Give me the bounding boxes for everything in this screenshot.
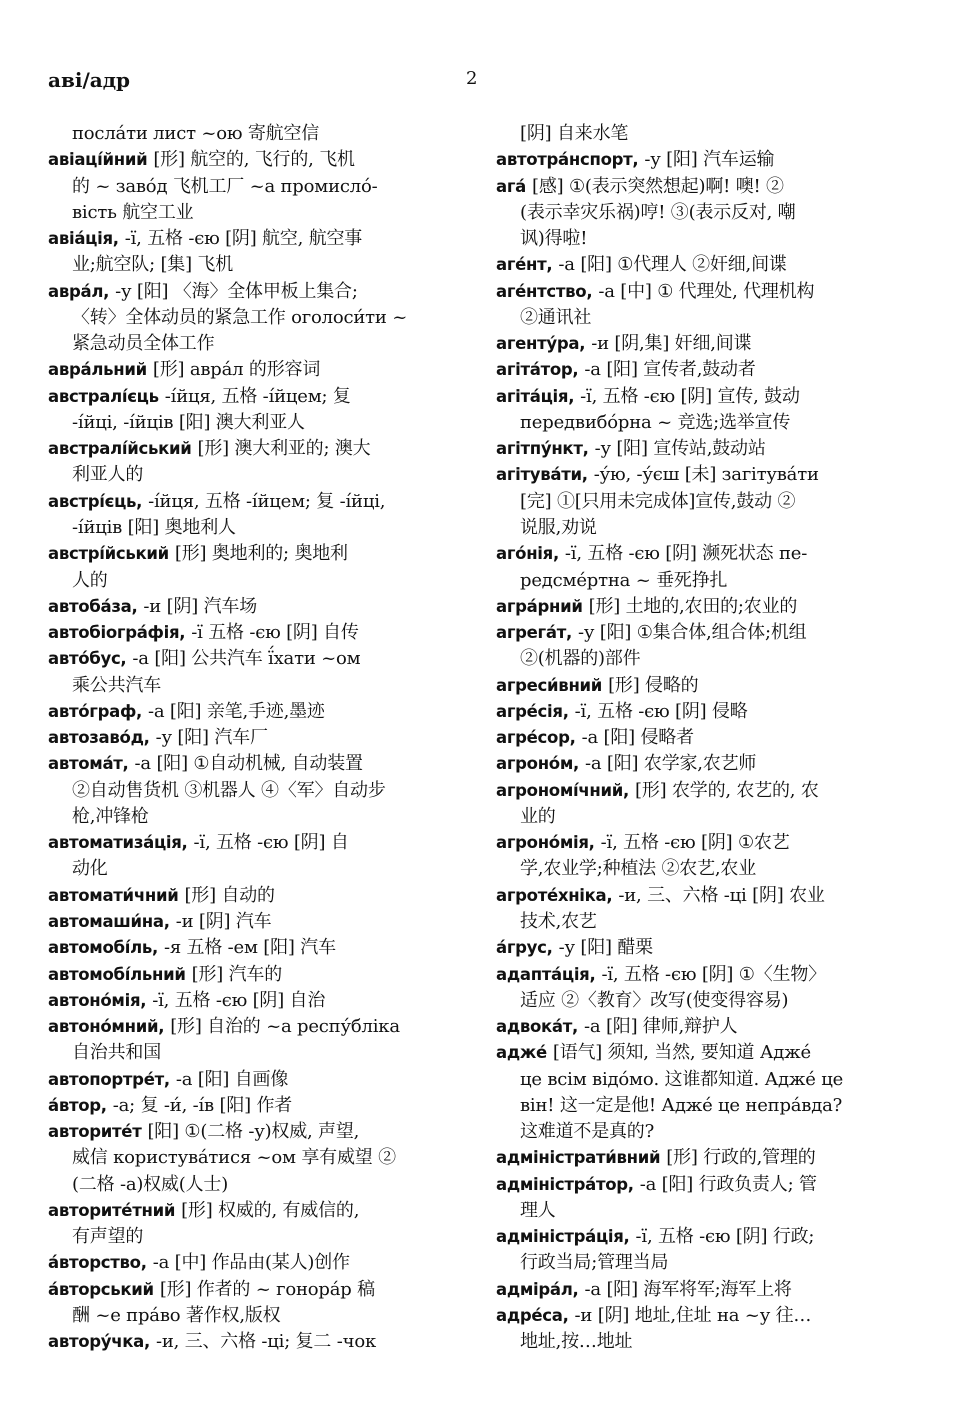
headword: адміра́л, xyxy=(496,1279,579,1299)
definition-text: -ї 五格 -єю [阴] 自传 xyxy=(191,622,359,644)
definition-text: -а [阳] 行政负责人; 管 xyxy=(639,1173,817,1195)
entry-line xyxy=(48,751,460,777)
headword: австрі́йський xyxy=(48,544,169,564)
continuation-line xyxy=(496,1329,908,1355)
definition-text: -у [阳] 汽车厂 xyxy=(155,727,268,749)
headword: автоно́мія, xyxy=(48,990,147,1010)
definition-text: [完] ①[只用未完成体]宣传,鼓动 ② xyxy=(520,490,796,512)
definition-text: посла́ти лист ~ою 寄航空信 xyxy=(72,123,320,144)
continuation-line xyxy=(48,331,460,357)
definition-text: 学,农业学;种植法 ②农艺,农业 xyxy=(520,858,757,880)
headword: адапта́ція, xyxy=(496,964,596,984)
entry-line xyxy=(48,962,460,988)
continuation-line xyxy=(48,305,460,331)
entry-line xyxy=(496,436,908,462)
definition-text: 酬 ~е пра́во 著作权,版权 xyxy=(72,1304,281,1326)
continuation-line xyxy=(496,568,908,594)
definition-text: [语气] 须知, 当然, 要知道 Адже́ xyxy=(552,1042,811,1064)
definition-text: -ї, 五格 -єю [阴] ①农艺 xyxy=(600,832,790,854)
definition-text: передвибо́рна ~ 竞选;选举宣传 xyxy=(520,411,791,433)
headword: авто́граф, xyxy=(48,701,142,721)
definition-text: -а [阳] ①自动机械, 自动装置 xyxy=(134,753,363,775)
entry-line xyxy=(496,699,908,725)
continuation-line xyxy=(48,410,460,436)
continuation-line xyxy=(48,1145,460,1171)
entry-line xyxy=(48,935,460,961)
definition-text: -а [阳] 公共汽车 ї́хати ~ом xyxy=(132,648,361,670)
continuation-line xyxy=(48,804,460,830)
definition-text: -ї, 五格 -єю [阴] 行政; xyxy=(635,1226,815,1248)
definition-text: 理人 xyxy=(520,1199,556,1221)
headword: автомати́чний xyxy=(48,885,179,905)
entry-line xyxy=(496,830,908,856)
definition-text: [形] 自治的 ~а респу́бліка xyxy=(170,1016,400,1038)
headword: автоно́мний, xyxy=(48,1017,165,1037)
definition-text: -а; 复 -и́, -і́в [阳] 作者 xyxy=(112,1094,293,1116)
continuation-line xyxy=(496,410,908,436)
entry-line xyxy=(496,935,908,961)
headword: адміністра́ція, xyxy=(496,1227,630,1247)
headword: автору́чка, xyxy=(48,1332,150,1352)
continuation-line xyxy=(496,1067,908,1093)
entry-line xyxy=(496,725,908,751)
entry-line xyxy=(48,1119,460,1145)
definition-text: [感] ①(表示突然想起)啊! 噢! ② xyxy=(532,175,784,197)
definition-text: -ї, 五格 -єю [阴] 航空, 航空事 xyxy=(124,228,363,250)
definition-text: [形] 自动的 xyxy=(184,884,275,906)
definition-text: -у [阳] 汽车运输 xyxy=(644,149,775,171)
entry-line xyxy=(496,252,908,278)
definition-text: (二格 -а)权威(人士) xyxy=(72,1173,229,1195)
definition-text: 讽)得啦! xyxy=(520,228,588,250)
entry-line xyxy=(48,357,460,383)
entry-line xyxy=(48,1093,460,1119)
continuation-line xyxy=(496,646,908,672)
headword: агроно́м, xyxy=(496,754,579,774)
headword: агроте́хніка, xyxy=(496,885,613,905)
entry-line xyxy=(496,331,908,357)
definition-text: -ї, 五格 -єю [阴] 自 xyxy=(193,832,349,854)
entry-line xyxy=(48,620,460,646)
continuation-line xyxy=(496,305,908,331)
definition-text: -а [阳] 自画像 xyxy=(175,1068,289,1090)
running-head: аві/адр xyxy=(48,68,131,92)
headword: агре́сор, xyxy=(496,728,576,748)
headword: автома́т, xyxy=(48,754,129,774)
continuation-line xyxy=(496,1093,908,1119)
headword: австралі́єць xyxy=(48,386,159,406)
headword: агрега́т, xyxy=(496,623,572,643)
definition-text: -а [阳] 农学家,农艺师 xyxy=(585,753,757,775)
continuation-line xyxy=(48,1224,460,1250)
headword: австрі́єць, xyxy=(48,491,143,511)
headword: автобіогра́фія, xyxy=(48,623,186,643)
headword: а́втор, xyxy=(48,1095,107,1115)
headword: агреси́вний xyxy=(496,675,603,695)
headword: агенту́ра, xyxy=(496,334,586,354)
entry-line xyxy=(496,1172,908,1198)
continuation-line xyxy=(496,1198,908,1224)
entry-line xyxy=(48,1014,460,1040)
entry-line xyxy=(496,1277,908,1303)
definition-text: 这难道不是真的? xyxy=(520,1121,655,1143)
definition-text: вість 航空工业 xyxy=(72,201,194,223)
headword: авіа́ція, xyxy=(48,229,119,249)
entry-line xyxy=(48,1198,460,1224)
headword: адре́са, xyxy=(496,1305,569,1325)
definition-text: -у́ю, -у́єш [未] загітува́ти xyxy=(593,464,819,486)
definition-text: -і́йця, 五格 -і́йцем; 复 -і́йці, xyxy=(148,490,386,512)
headword: адвока́т, xyxy=(496,1017,579,1037)
definition-text: [形] 侵略的 xyxy=(608,674,699,696)
continuation-line xyxy=(48,1172,460,1198)
continuation-line xyxy=(48,778,460,804)
definition-text: -а [中] 作品由(某人)创作 xyxy=(152,1252,350,1274)
entry-line xyxy=(496,1014,908,1040)
headword: автоба́за, xyxy=(48,596,138,616)
headword: авіаці́йний xyxy=(48,150,148,170)
headword: авто́бус, xyxy=(48,649,127,669)
headword: агре́сія, xyxy=(496,701,569,721)
continuation-line xyxy=(496,200,908,226)
continuation-line xyxy=(496,226,908,252)
headword: агроно́мія, xyxy=(496,833,595,853)
headword: адміністрати́вний xyxy=(496,1148,661,1168)
headword: аго́нія, xyxy=(496,544,559,564)
headword: авторите́тний xyxy=(48,1200,176,1220)
entry-line xyxy=(496,962,908,988)
definition-text: -у [阳] ①集合体,组合体;机组 xyxy=(577,622,807,644)
definition-text: 行政当局;管理当局 xyxy=(520,1252,669,1274)
continuation-line xyxy=(48,568,460,594)
headword: агіта́ція, xyxy=(496,386,575,406)
entry-line xyxy=(48,988,460,1014)
headword: автопортре́т, xyxy=(48,1069,170,1089)
definition-text: [形] авра́л 的形容词 xyxy=(152,359,321,381)
entry-line xyxy=(48,830,460,856)
definition-text: -и [阴] 汽车 xyxy=(175,910,272,932)
headword: адже́ xyxy=(496,1043,547,1063)
headword: агітува́ти, xyxy=(496,465,588,485)
definition-text: -а [阳] 律师,辩护人 xyxy=(584,1016,738,1038)
headword: аге́нт, xyxy=(496,255,553,275)
entry-line xyxy=(48,1277,460,1303)
headword: автомобі́ль, xyxy=(48,938,158,958)
definition-text: [形] 农学的, 农艺的, 农 xyxy=(635,779,819,801)
definition-text: -а [阳] 海军将军;海军上将 xyxy=(584,1278,792,1300)
definition-text: ②通讯社 xyxy=(520,306,592,328)
entry-line xyxy=(496,1303,908,1329)
entry-line xyxy=(496,620,908,646)
entry-line xyxy=(48,489,460,515)
headword: агра́рний xyxy=(496,596,583,616)
definition-text: -і́йці, -і́йців [阳] 澳大利亚人 xyxy=(72,411,305,433)
continuation-line xyxy=(48,174,460,200)
definition-text: [阳] ①(二格 -у)权威, 声望, xyxy=(147,1121,360,1143)
entry-line xyxy=(496,1224,908,1250)
definition-text: -я 五格 -ем [阳] 汽车 xyxy=(163,937,336,959)
entry-line xyxy=(48,909,460,935)
headword: автомобі́льний xyxy=(48,964,186,984)
definition-text: -ї, 五格 -єю [阴] ①〈生物〉 xyxy=(601,963,826,985)
continuation-line xyxy=(496,909,908,935)
headword: агрономі́чний, xyxy=(496,780,629,800)
definition-text: 有声望的 xyxy=(72,1226,144,1248)
headword: агіта́тор, xyxy=(496,360,579,380)
definition-text: -а [阳] 亲笔,手迹,墨迹 xyxy=(147,700,325,722)
definition-text: 人的 xyxy=(72,569,108,591)
definition-text: 威信 користува́тися ~ом 享有威望 ② xyxy=(72,1147,396,1169)
continuation-line xyxy=(496,988,908,1014)
definition-text: 业的 xyxy=(520,805,556,827)
headword: аге́нтство, xyxy=(496,281,593,301)
definition-text: 枪,冲锋枪 xyxy=(72,805,149,827)
definition-text: це всім відо́мо. 这谁都知道. Адже́ це xyxy=(520,1068,844,1090)
continuation-line xyxy=(496,856,908,882)
definition-text: 自治共和国 xyxy=(72,1042,161,1064)
definition-text: [形] 汽车的 xyxy=(191,963,282,985)
definition-text: -ї, 五格 -єю [阴] 濒死状态 пе- xyxy=(564,543,808,565)
definition-text: [形] 奥地利的; 奥地利 xyxy=(174,543,348,565)
entry-line xyxy=(496,174,908,200)
continuation-line xyxy=(48,1040,460,1066)
definition-text: -а [阳] 宣传者,鼓动者 xyxy=(584,359,756,381)
entry-line xyxy=(496,883,908,909)
definition-text: редсме́ртна ~ 垂死挣扎 xyxy=(520,569,728,591)
continuation-line xyxy=(48,856,460,882)
definition-text: [形] 权威的, 有威信的, xyxy=(181,1199,360,1221)
right-column xyxy=(496,121,908,1355)
definition-text: 利亚人的 xyxy=(72,464,144,486)
definition-text: [阴] 自来水笔 xyxy=(520,123,629,144)
left-column xyxy=(48,121,460,1355)
definition-text: [形] 澳大利亚的; 澳大 xyxy=(197,438,371,460)
headword: а́грус, xyxy=(496,938,553,958)
definition-text: 〈转〉全体动员的紧急工作 оголоси́ти ~ xyxy=(72,306,408,328)
page-number: 2 xyxy=(466,68,478,89)
continuation-line xyxy=(496,121,908,147)
continuation-line xyxy=(496,489,908,515)
definition-text: -у [阳] 醋栗 xyxy=(558,937,653,959)
headword: а́вторство, xyxy=(48,1253,147,1273)
entry-line xyxy=(496,147,908,173)
continuation-line xyxy=(48,121,460,147)
continuation-line xyxy=(48,515,460,541)
definition-text: [形] 行政的,管理的 xyxy=(666,1147,816,1169)
definition-text: -ї, 五格 -єю [阴] 自治 xyxy=(152,989,326,1011)
headword: автоматиза́ція, xyxy=(48,833,188,853)
definition-text: 地址,按…地址 xyxy=(520,1331,633,1353)
definition-text: ②自动售货机 ③机器人 ④〈军〉自动步 xyxy=(72,779,386,801)
entry-line xyxy=(496,462,908,488)
definition-text: -і́йця, 五格 -і́йцем; 复 xyxy=(164,385,351,407)
definition-text: -у [阳] 宣传站,鼓动站 xyxy=(594,438,766,460)
entry-line xyxy=(496,594,908,620)
continuation-line xyxy=(496,1250,908,1276)
definition-text: -и, 三、六格 -ці [阴] 农业 xyxy=(618,884,825,906)
entry-line xyxy=(48,541,460,567)
continuation-line xyxy=(496,1119,908,1145)
definition-text: -ї, 五格 -єю [阴] 侵略 xyxy=(574,700,748,722)
entry-line xyxy=(496,384,908,410)
headword: авра́л, xyxy=(48,281,110,301)
entry-line xyxy=(48,147,460,173)
continuation-line xyxy=(48,200,460,226)
definition-text: -ї, 五格 -єю [阴] 宣传, 鼓动 xyxy=(580,385,800,407)
headword: адміністра́тор, xyxy=(496,1174,634,1194)
definition-text: (表示幸灾乐祸)哼! ③(表示反对, 嘲 xyxy=(520,201,796,223)
headword: автозаво́д, xyxy=(48,728,150,748)
entry-line xyxy=(48,725,460,751)
entry-line xyxy=(48,226,460,252)
definition-text: [形] 航空的, 飞行的, 飞机 xyxy=(153,149,355,171)
definition-text: 技术,农艺 xyxy=(520,910,597,932)
definition-text: -и, 三、六格 -ці; 复二 -чок xyxy=(155,1331,377,1353)
definition-text: 说服,劝说 xyxy=(520,516,597,538)
continuation-line xyxy=(48,673,460,699)
definition-text: 动化 xyxy=(72,858,108,880)
continuation-line xyxy=(496,804,908,830)
headword: автотра́нспорт, xyxy=(496,150,639,170)
entry-line xyxy=(48,384,460,410)
continuation-line xyxy=(48,1303,460,1329)
entry-line xyxy=(48,699,460,725)
headword: агітпу́нкт, xyxy=(496,439,589,459)
entry-line xyxy=(48,646,460,672)
definition-text: -і́йців [阳] 奥地利人 xyxy=(72,516,236,538)
headword: австралі́йський xyxy=(48,439,192,459)
entry-line xyxy=(48,1250,460,1276)
definition-text: -и [阴] 地址,住址 на ~у 往… xyxy=(574,1304,812,1326)
entry-line xyxy=(48,594,460,620)
headword: а́вторський xyxy=(48,1279,154,1299)
entry-line xyxy=(496,751,908,777)
definition-text: 乘公共汽车 xyxy=(72,674,161,696)
definition-text: [形] 土地的,农田的;农业的 xyxy=(588,595,798,617)
entry-line xyxy=(496,279,908,305)
headword: авторите́т xyxy=(48,1122,142,1142)
entry-line xyxy=(48,1067,460,1093)
continuation-line xyxy=(496,515,908,541)
headword: авра́льний xyxy=(48,360,147,380)
definition-text: -а [中] ① 代理处, 代理机构 xyxy=(598,280,815,302)
continuation-line xyxy=(48,462,460,488)
definition-text: ②(机器的)部件 xyxy=(520,648,641,670)
entry-line xyxy=(48,279,460,305)
definition-text: 紧急动员全体工作 xyxy=(72,333,215,355)
definition-text: -а [阳] ①代理人 ②奸细,间谍 xyxy=(558,254,787,276)
definition-text: -а [阳] 侵略者 xyxy=(581,727,694,749)
headword: ага́ xyxy=(496,176,526,196)
definition-text: -и [阴] 汽车场 xyxy=(143,595,257,617)
entry-line xyxy=(496,673,908,699)
entry-line xyxy=(48,883,460,909)
entry-line xyxy=(496,541,908,567)
definition-text: 的 ~ заво́д 飞机工厂 ~а промисло́- xyxy=(72,175,378,197)
entry-line xyxy=(496,1040,908,1066)
entry-line xyxy=(48,1329,460,1355)
continuation-line xyxy=(48,252,460,278)
entry-line xyxy=(496,1145,908,1171)
definition-text: 业;航空队; [集] 飞机 xyxy=(72,254,234,276)
definition-text: він! 这一定是他! Адже́ це непра́вда? xyxy=(520,1094,843,1116)
definition-text: -у [阳] 〈海〉全体甲板上集合; xyxy=(115,280,358,302)
entry-line xyxy=(496,357,908,383)
definition-text: -и [阴,集] 奸细,间谍 xyxy=(591,333,752,355)
entry-line xyxy=(48,436,460,462)
definition-text: 适应 ②〈教育〉改写(使变得容易) xyxy=(520,989,789,1011)
headword: автомаши́на, xyxy=(48,911,170,931)
definition-text: [形] 作者的 ~ гонора́р 稿 xyxy=(159,1278,375,1300)
entry-line xyxy=(496,778,908,804)
